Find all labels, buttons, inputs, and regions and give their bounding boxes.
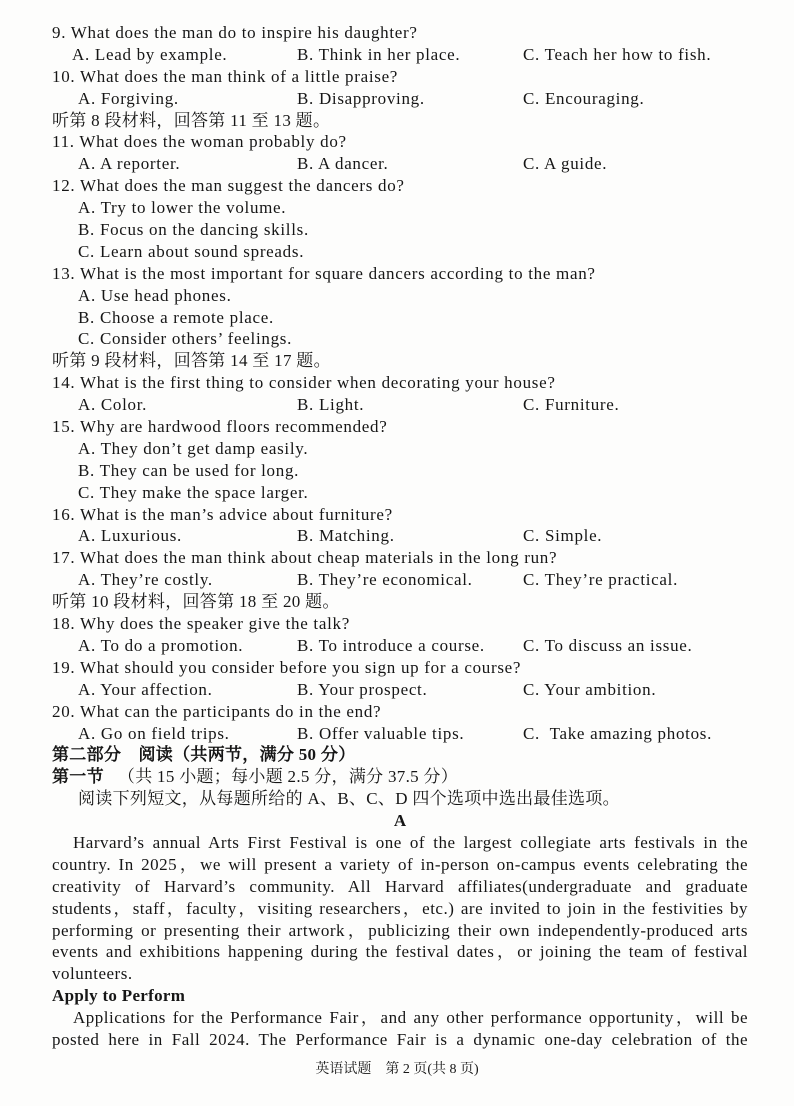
question-19-stem: 19. What should you consider before you sign up for a course? (52, 657, 522, 677)
question-20-option-b: B. Offer valuable tips. (297, 723, 465, 743)
paragraph-1-line-4: students，staff，faculty，visiting researchers，etc.) are invited to join in the festivities by (52, 898, 748, 918)
question-19-option-b: B. Your prospect. (297, 679, 428, 699)
question-18-option-a: A. To do a promotion. (78, 635, 244, 655)
question-18-option-c: C. To discuss an issue. (523, 635, 693, 655)
question-13 (0, 263, 794, 285)
question-19-options (0, 679, 794, 701)
page-content (0, 22, 794, 1051)
question-12-option-a: A. Try to lower the volume. (78, 198, 287, 218)
question-20-option-a: A. Go on field trips. (78, 723, 230, 743)
reading-instruction-row (0, 788, 794, 810)
question-17 (0, 547, 794, 569)
question-10-option-b: B. Disapproving. (297, 88, 425, 108)
question-9-option-a: A. Lead by example. (72, 44, 228, 64)
question-16 (0, 504, 794, 526)
paragraph-1-line-5: performing or presenting their artwork，publicizing their own independently-produced arts (52, 920, 748, 940)
question-12-option-c-row (0, 241, 794, 263)
question-9-option-c: C. Teach her how to fish. (523, 44, 712, 64)
passage-label-row (0, 810, 794, 832)
question-16-option-b: B. Matching. (297, 526, 395, 546)
subheading-row (0, 985, 794, 1007)
question-9-stem: 9. What does the man do to inspire his daughter? (52, 23, 418, 42)
question-20-options (0, 723, 794, 745)
paragraph-1-line-2: country. In 2025，we will present a variety of in-person on-campus events celebrating the (52, 854, 748, 874)
listening-section-10 (0, 591, 794, 613)
reading-section-info: （共 15 小题；每小题 2.5 分，满分 37.5 分） (117, 767, 459, 787)
question-9-options (0, 44, 794, 66)
question-10-stem: 10. What does the man think of a little praise? (52, 66, 399, 86)
paragraph-2-line-2: posted here in Fall 2024. The Performance Fair is a dynamic one-day celebration of the (52, 1029, 748, 1049)
paragraph-1-line-1: Harvard’s annual Arts First Festival is one of the largest collegiate arts festivals in the (73, 832, 748, 852)
question-11-options (0, 153, 794, 175)
question-9-option-b: B. Think in her place. (297, 44, 461, 64)
question-18 (0, 613, 794, 635)
question-13-option-a: A. Use head phones. (78, 285, 232, 305)
question-13-stem: 13. What is the most important for square dancers according to the man? (52, 263, 596, 283)
question-15-option-b-row (0, 460, 794, 482)
question-15-option-a: A. They don’t get damp easily. (78, 438, 309, 458)
question-10-option-a: A. Forgiving. (78, 88, 179, 108)
question-15-stem: 15. Why are hardwood floors recommended? (52, 417, 388, 437)
paragraph-1-line (0, 876, 794, 898)
question-14-option-c: C. Furniture. (523, 395, 620, 415)
page-footer: 英语试题 第 2 页(共 8 页) (315, 1062, 479, 1077)
question-19 (0, 657, 794, 679)
question-10-options (0, 88, 794, 110)
question-14-stem: 14. What is the first thing to consider when decorating your house? (52, 373, 556, 393)
listening-section-8 (0, 110, 794, 132)
paragraph-1-line (0, 920, 794, 942)
paragraph-1-line-3: creativity of Harvard’s community. All Harvard affiliates(undergraduate and graduate (52, 876, 748, 896)
question-11-option-b: B. A dancer. (297, 154, 389, 174)
paragraph-1-line-6: events and exhibitions happening during the festival dates，or joining the team of festival (52, 942, 748, 962)
question-9 (0, 22, 794, 44)
reading-section-heading (52, 766, 458, 788)
reading-part-header (0, 744, 794, 766)
question-16-option-c: C. Simple. (523, 526, 603, 546)
question-17-option-a: A. They’re costly. (78, 570, 213, 590)
section-10-instruction: 听第 10 段材料，回答第 18 至 20 题。 (52, 592, 340, 612)
question-20 (0, 701, 794, 723)
question-12-option-c: C. Learn about sound spreads. (78, 241, 305, 261)
paragraph-1-line-7: volunteers. (52, 964, 133, 984)
question-14-option-b: B. Light. (297, 395, 365, 415)
question-18-stem: 18. Why does the speaker give the talk? (52, 614, 350, 634)
question-12-option-b: B. Focus on the dancing skills. (78, 220, 309, 240)
question-16-options (0, 525, 794, 547)
paragraph-1-line (0, 854, 794, 876)
paragraph-1-line (0, 898, 794, 920)
question-18-options (0, 635, 794, 657)
question-12-option-a-row (0, 197, 794, 219)
question-10-option-c: C. Encouraging. (523, 88, 645, 108)
question-17-stem: 17. What does the man think about cheap materials in the long run? (52, 548, 558, 568)
question-10 (0, 66, 794, 88)
question-15-option-c-row (0, 482, 794, 504)
question-13-option-a-row (0, 285, 794, 307)
reading-instruction: 阅读下列短文，从每题所给的 A、B、C、D 四个选项中选出最佳选项。 (78, 789, 620, 809)
question-12-option-b-row (0, 219, 794, 241)
passage-label: A (393, 811, 407, 831)
question-17-options (0, 569, 794, 591)
question-19-option-a: A. Your affection. (78, 679, 213, 699)
reading-section-label: 第一节 (52, 767, 104, 787)
reading-section-header (0, 766, 794, 788)
listening-section-9 (0, 350, 794, 372)
question-12-stem: 12. What does the man suggest the dancers do? (52, 176, 405, 196)
question-14 (0, 372, 794, 394)
section-9-instruction: 听第 9 段材料，回答第 14 至 17 题。 (52, 351, 331, 371)
question-18-option-b: B. To introduce a course. (297, 635, 485, 655)
question-13-option-b-row (0, 307, 794, 329)
question-13-option-c-row (0, 328, 794, 350)
question-19-option-c: C. Your ambition. (523, 679, 657, 699)
question-15 (0, 416, 794, 438)
question-20-stem: 20. What can the participants do in the end? (52, 701, 382, 721)
question-17-option-c: C. They’re practical. (523, 570, 679, 590)
reading-part-title: 第二部分 阅读（共两节，满分 50 分） (52, 745, 356, 765)
question-12 (0, 175, 794, 197)
question-15-option-a-row (0, 438, 794, 460)
question-13-option-b: B. Choose a remote place. (78, 307, 274, 327)
question-11-option-a: A. A reporter. (78, 154, 181, 174)
question-20-option-c: C. Take amazing photos. (523, 723, 713, 743)
question-15-option-b: B. They can be used for long. (78, 460, 300, 480)
paragraph-2-line (0, 1007, 794, 1029)
paragraph-2-line-1: Applications for the Performance Fair，and any other performance opportunity，will be (73, 1008, 748, 1028)
question-13-option-c: C. Consider others’ feelings. (78, 329, 293, 349)
paragraph-1-line (0, 963, 794, 985)
question-14-option-a: A. Color. (78, 395, 148, 415)
question-11 (0, 131, 794, 153)
question-16-stem: 16. What is the man’s advice about furniture? (52, 504, 393, 524)
subheading-apply-to-perform: Apply to Perform (52, 986, 186, 1006)
question-17-option-b: B. They’re economical. (297, 570, 473, 590)
question-11-stem: 11. What does the woman probably do? (52, 132, 347, 152)
question-14-options (0, 394, 794, 416)
question-15-option-c: C. They make the space larger. (78, 482, 309, 502)
paragraph-1-line (0, 832, 794, 854)
question-11-option-c: C. A guide. (523, 154, 608, 174)
section-8-instruction: 听第 8 段材料，回答第 11 至 13 题。 (52, 110, 331, 130)
question-16-option-a: A. Luxurious. (78, 526, 183, 546)
paragraph-2-line (0, 1029, 794, 1051)
paragraph-1-line (0, 941, 794, 963)
